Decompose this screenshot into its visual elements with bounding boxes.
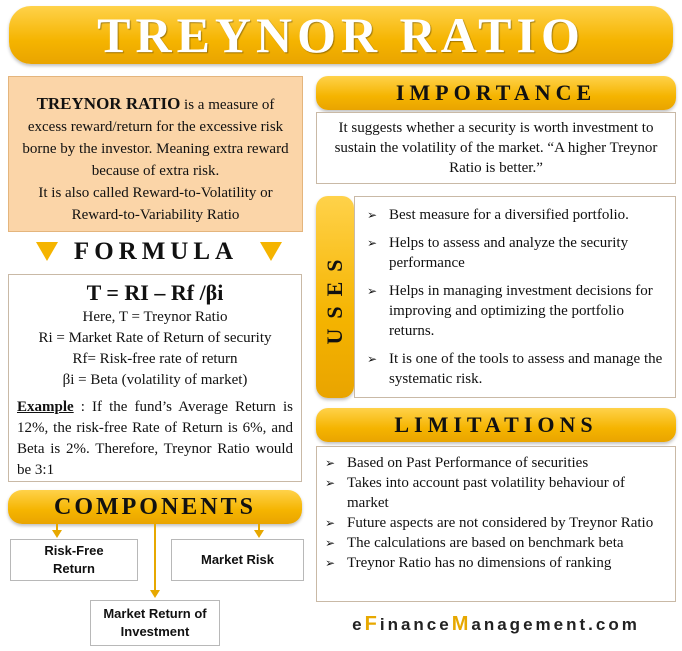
arrow-line-center xyxy=(154,524,156,591)
example-label: Example xyxy=(17,399,74,415)
uses-heading: USES xyxy=(322,249,347,345)
uses-banner xyxy=(316,196,354,398)
brand-mid: inance xyxy=(379,615,452,634)
title-banner xyxy=(9,6,673,64)
limitations-box xyxy=(316,446,676,602)
limitations-list xyxy=(325,453,667,573)
component-market-risk: Market Risk xyxy=(171,539,304,581)
uses-list xyxy=(367,205,667,389)
uses-box xyxy=(354,196,676,398)
components-heading: COMPONENTS xyxy=(53,494,256,520)
limitations-item: ➢ Treynor Ratio has no dimensions of ranking xyxy=(325,553,667,573)
limitations-item: ➢ Takes into account past volatility behaviour of market xyxy=(325,473,667,513)
components-banner xyxy=(8,490,302,524)
definition-term: TREYNOR RATIO xyxy=(36,94,181,113)
formula-box xyxy=(8,274,302,482)
formula-line-4: βi = Beta (volatility of market) xyxy=(62,372,248,388)
brand-letter-f: F xyxy=(364,613,380,635)
importance-banner xyxy=(316,76,676,110)
brand-pre: e xyxy=(352,615,365,634)
limitations-banner xyxy=(316,408,676,442)
arrow-down-icon xyxy=(150,590,160,598)
arrow-down-icon xyxy=(254,530,264,538)
uses-item: ➢ It is one of the tools to assess and manage the systematic risk. xyxy=(367,349,667,389)
importance-heading: IMPORTANCE xyxy=(395,80,597,105)
importance-box xyxy=(316,112,676,184)
formula-equation: T = RI – Rf /βi xyxy=(86,280,224,305)
formula-line-1: Here, T = Treynor Ratio xyxy=(82,309,228,325)
footer-brand xyxy=(316,612,676,637)
arrow-down-icon xyxy=(52,530,62,538)
definition-alt-names: It is also called Reward-to-Volatility or Reward-to-Variability Ratio xyxy=(38,185,273,223)
limitations-item: ➢ Future aspects are not considered by Treynor Ratio xyxy=(325,513,667,533)
limitations-heading: LIMITATIONS xyxy=(394,412,598,437)
definition-box xyxy=(8,76,303,232)
uses-item: ➢ Best measure for a diversified portfolio. xyxy=(367,205,667,225)
triangle-left-icon xyxy=(36,242,58,261)
formula-example xyxy=(17,397,293,481)
component-risk-free-return: Risk-Free Return xyxy=(10,539,138,581)
uses-item: ➢ Helps to assess and analyze the security performance xyxy=(367,233,667,273)
limitations-item: ➢ Based on Past Performance of securities xyxy=(325,453,667,473)
definition-text: is a measure of excess reward/return for the excessive risk borne by the investor. Meaning extra reward because of extra risk. xyxy=(22,97,289,179)
formula-line-3: Rf= Risk-free rate of return xyxy=(72,351,238,367)
component-market-return: Market Return of Investment xyxy=(90,600,220,646)
formula-heading: FORMULA xyxy=(73,238,239,265)
triangle-right-icon xyxy=(260,242,282,261)
brand-post: anagement.com xyxy=(471,615,640,634)
example-text: : If the fund’s Average Return is 12%, the risk-free Rate of Return is 6%, and Beta is 2%. Therefore, Treynor Ratio would be 3:1 xyxy=(17,399,293,478)
uses-item: ➢ Helps in managing investment decisions for improving and optimizing the portfolio returns. xyxy=(367,281,667,341)
brand-letter-m: M xyxy=(451,613,472,635)
importance-text: It suggests whether a security is worth investment to sustain the volatility of the market. “A higher Treynor Ratio is better.” xyxy=(334,120,658,176)
limitations-item: ➢ The calculations are based on benchmark beta xyxy=(325,533,667,553)
formula-line-2: Ri = Market Rate of Return of security xyxy=(38,330,272,346)
page-title: TREYNOR RATIO xyxy=(97,7,585,63)
